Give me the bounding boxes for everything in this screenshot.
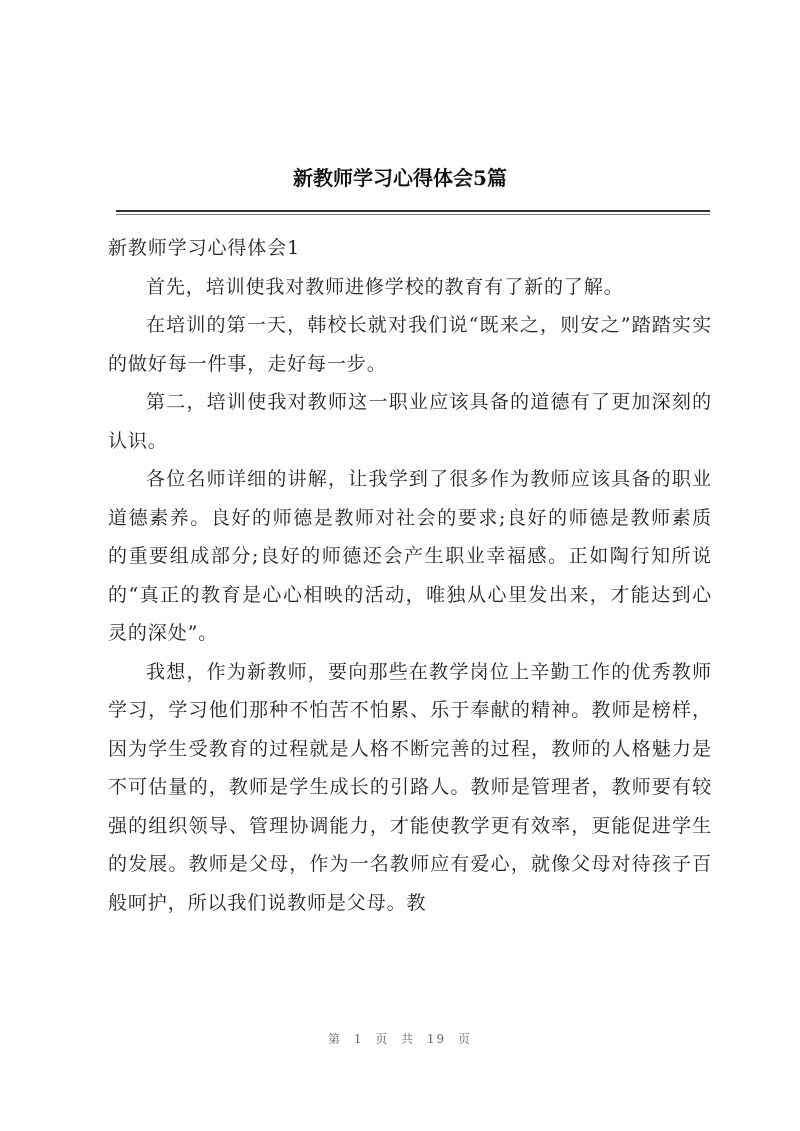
title-divider-thin <box>116 214 710 215</box>
section-heading: 新教师学习心得体会1 <box>108 237 301 259</box>
document-body <box>108 229 712 922</box>
paragraph: 我想，作为新教师，要向那些在教学岗位上辛勤工作的优秀教师学习，学习他们那种不怕苦不怕累、乐于奉献的精神。教师是榜样，因为学生受教育的过程就是人格不断完善的过程，教师的人格魅力是不可估量的，教师是学生成长的引路人。教师是管理者，教师要有较强的组织领导、管理协调能力，才能使教学更有效率，更能促进学生的发展。教师是父母，作为一名教师应有爱心，就像父母对待孩子百般呵护，所以我们说教师是父母。教 <box>108 660 712 914</box>
paragraph: 各位名师详细的讲解，让我学到了很多作为教师应该具备的职业道德素养。良好的师德是教师对社会的要求;良好的师德是教师素质的重要组成部分;良好的师德还会产生职业幸福感。正如陶行知所说的“真正的教育是心心相映的活动，唯独从心里发出来，才能达到心灵的深处”。 <box>108 468 712 644</box>
page-footer: 第 1 页 共 19 页 <box>328 1032 472 1046</box>
paragraph: 首先，培训使我对教师进修学校的教育有了新的了解。 <box>146 275 624 298</box>
title-divider <box>116 210 710 212</box>
paragraph: 在培训的第一天，韩校长就对我们说“既来之，则安之”踏踏实实的做好每一件事，走好每一步。 <box>108 314 712 375</box>
paragraph: 第二，培训使我对教师这一职业应该具备的道德有了更加深刻的认识。 <box>108 391 712 452</box>
document-title: 新教师学习心得体会5篇 <box>293 166 507 190</box>
